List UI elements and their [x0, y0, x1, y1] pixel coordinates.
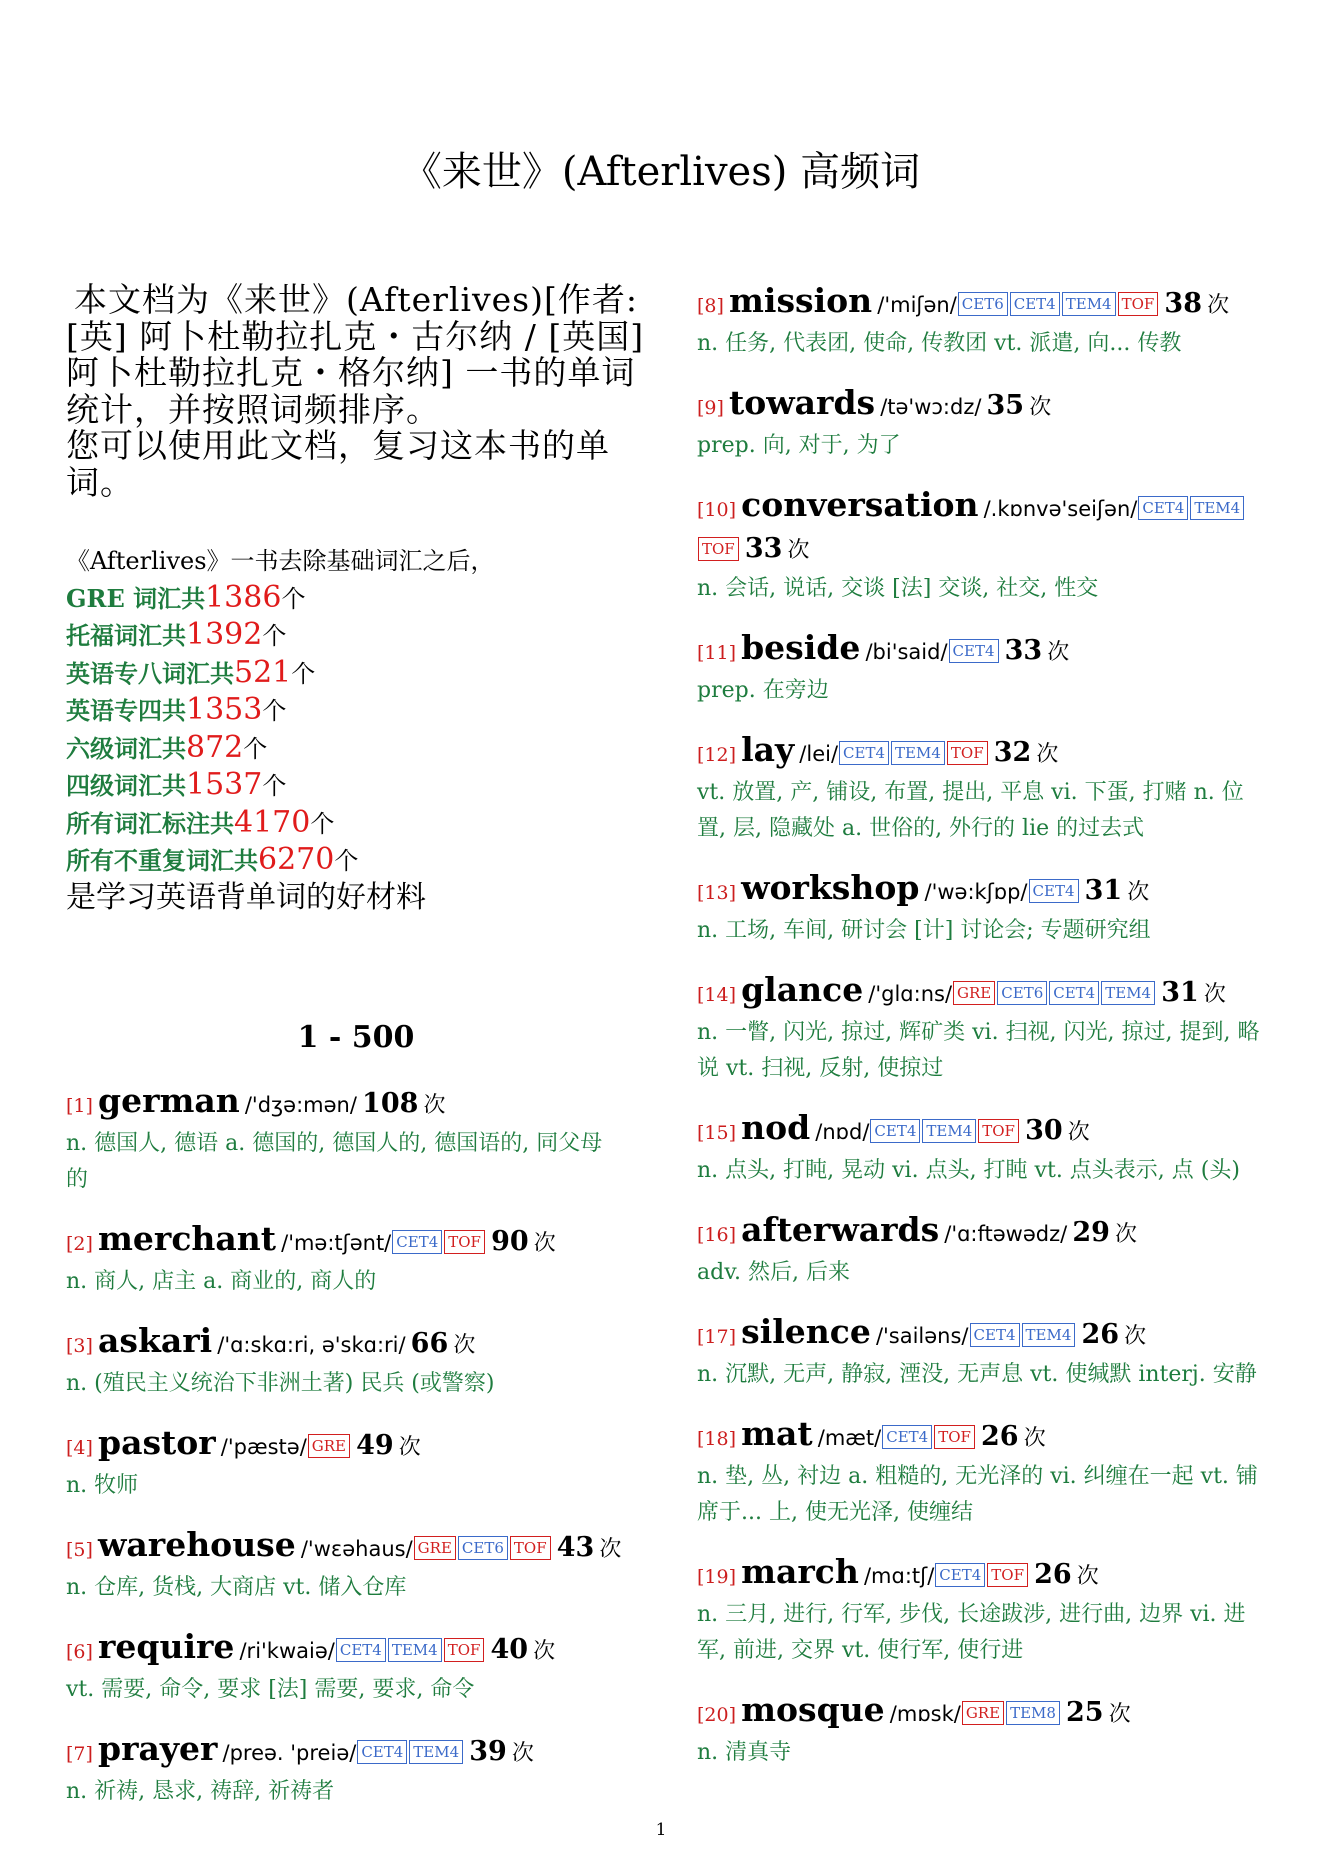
stat-label: 托福词汇共 — [66, 621, 186, 650]
phonetic: /preə. 'preiə/ — [222, 1740, 357, 1765]
frequency-count: 29 — [1072, 1217, 1110, 1248]
definition-line: n. 祈祷, 恳求, 祷辞, 祈祷者 — [66, 1778, 335, 1804]
right-column — [697, 282, 1277, 1771]
phonetic: /'pæstə/ — [220, 1434, 307, 1459]
stat-number: 872 — [186, 729, 244, 765]
level-tag: TOF — [987, 1563, 1028, 1587]
frequency-unit: 次 — [1207, 293, 1230, 318]
left-column — [66, 282, 646, 1810]
frequency-unit: 次 — [1047, 640, 1070, 665]
frequency-count: 25 — [1066, 1697, 1104, 1728]
page-number: 1 — [655, 1820, 667, 1840]
level-tag: CET4 — [949, 639, 999, 663]
stat-unit: 个 — [262, 697, 287, 725]
stat-number: 4170 — [234, 804, 311, 840]
headword-line — [697, 1211, 1277, 1255]
level-tag: TOF — [947, 741, 988, 765]
entry-index: [8] — [697, 295, 724, 317]
headword-line — [66, 1322, 646, 1366]
stat-row — [66, 767, 646, 805]
word-entry — [697, 1553, 1277, 1669]
stat-row — [66, 842, 646, 880]
level-tag: GRE — [308, 1434, 350, 1458]
definition-line: n. 商人, 店主 a. 商业的, 商人的 — [66, 1268, 377, 1294]
headword: prayer — [98, 1728, 218, 1768]
level-tag: TOF — [978, 1119, 1019, 1143]
level-tag: GRE — [414, 1536, 456, 1560]
stat-row — [66, 692, 646, 730]
phonetic: /'wə:kʃɒp/ — [924, 880, 1028, 904]
entry-index: [7] — [66, 1742, 93, 1765]
headword-line — [697, 1415, 1277, 1459]
frequency-count: 26 — [981, 1421, 1019, 1452]
level-tag: CET6 — [997, 981, 1047, 1005]
stat-label: 英语专四共 — [66, 696, 186, 725]
headword-line — [697, 486, 1277, 571]
word-entry — [66, 1730, 646, 1810]
intro-line: 本文档为《来世》(Afterlives)[作者: — [74, 280, 638, 319]
phonetic: /'glɑ:ns/ — [868, 982, 953, 1006]
level-tag: TEM4 — [1101, 981, 1155, 1005]
definition-line: 说 vt. 扫视, 反射, 使掠过 — [697, 1056, 944, 1081]
stat-row — [66, 617, 646, 655]
frequency-count: 26 — [1034, 1559, 1072, 1590]
entry-index: [4] — [66, 1436, 93, 1459]
word-entry — [66, 1220, 646, 1300]
entry-index: [1] — [66, 1094, 93, 1117]
level-tag: TOF — [1118, 292, 1159, 316]
word-entry — [697, 971, 1277, 1087]
phonetic: /mɒsk/ — [889, 1702, 961, 1726]
stat-row — [66, 805, 646, 843]
definition-line: n. 点头, 打盹, 晃动 vi. 点头, 打盹 vt. 点头表示, 点 (头) — [697, 1158, 1240, 1183]
headword-line — [697, 1553, 1277, 1597]
definition-line: 席于... 上, 使无光泽, 使缠结 — [697, 1500, 973, 1525]
definition-line: n. 仓库, 货栈, 大商店 vt. 储入仓库 — [66, 1574, 407, 1600]
frequency-unit: 次 — [1067, 1120, 1090, 1145]
level-tag: TEM4 — [1062, 292, 1116, 316]
stat-unit: 个 — [243, 734, 268, 763]
level-tag: TOF — [510, 1536, 551, 1560]
frequency-count: 31 — [1161, 977, 1199, 1008]
definition-line: n. 工场, 车间, 研讨会 [计] 讨论会; 专题研究组 — [697, 918, 1151, 943]
definition-line: n. 清真寺 — [697, 1740, 792, 1765]
stat-number: 1392 — [186, 617, 263, 652]
frequency-unit: 次 — [1124, 1324, 1147, 1349]
phonetic: /nɒd/ — [815, 1120, 870, 1144]
definition-line: n. (殖民主义统治下非洲土著) 民兵 (或警察) — [66, 1370, 495, 1396]
headword: march — [741, 1552, 859, 1591]
stat-row — [66, 580, 646, 618]
level-tag: CET4 — [336, 1638, 386, 1662]
headword: mat — [741, 1414, 813, 1453]
frequency-count: 35 — [986, 390, 1025, 421]
definition-line: 军, 前进, 交界 vt. 使行军, 使行进 — [697, 1638, 1024, 1663]
closing-line: 是学习英语背单词的好材料 — [66, 879, 426, 915]
level-tag: CET4 — [970, 1323, 1020, 1347]
entry-index: [3] — [66, 1334, 93, 1357]
frequency-unit: 次 — [599, 1536, 622, 1562]
word-entry — [697, 1415, 1277, 1531]
entry-index: [2] — [66, 1232, 93, 1255]
headword: nod — [741, 1108, 811, 1147]
frequency-count: 66 — [410, 1327, 449, 1359]
frequency-unit: 次 — [453, 1332, 476, 1358]
word-entry — [66, 1322, 646, 1402]
level-tag: TEM4 — [891, 741, 945, 765]
frequency-unit: 次 — [398, 1434, 421, 1460]
phonetic: /'mə:tʃənt/ — [281, 1230, 392, 1255]
stat-unit: 个 — [310, 809, 335, 838]
word-entry — [697, 869, 1277, 949]
level-tag: GRE — [953, 981, 995, 1005]
frequency-unit: 次 — [1127, 880, 1150, 905]
frequency-unit: 次 — [1023, 1426, 1046, 1451]
headword-line — [66, 1082, 646, 1126]
entry-index: [5] — [66, 1538, 93, 1561]
intro-line: [英] 阿卜杜勒拉扎克・古尔纳 / [英国] — [66, 316, 645, 356]
frequency-count: 108 — [362, 1087, 419, 1119]
definition-line: prep. 向, 对于, 为了 — [697, 433, 901, 458]
level-tag: CET4 — [1138, 496, 1188, 520]
entry-index: [10] — [697, 499, 737, 521]
frequency-count: 33 — [1004, 635, 1043, 666]
level-tag: CET4 — [392, 1230, 442, 1254]
entry-index: [12] — [697, 744, 737, 766]
level-tag: TEM4 — [1022, 1323, 1076, 1347]
phonetic: /.kɒnvə'seiʃən/ — [983, 497, 1138, 521]
level-tag: TEM4 — [922, 1119, 976, 1143]
frequency-unit: 次 — [1029, 395, 1052, 420]
stat-number: 521 — [234, 654, 292, 690]
vocabulary-stats — [66, 543, 646, 916]
headword-line — [66, 1628, 646, 1672]
headword: towards — [729, 383, 876, 422]
level-tag: CET4 — [839, 741, 889, 765]
entry-index: [11] — [697, 642, 737, 664]
entry-index: [14] — [697, 984, 737, 1006]
headword: german — [98, 1080, 240, 1120]
phonetic: /mɑ:tʃ/ — [863, 1564, 935, 1588]
level-tag: CET4 — [935, 1563, 985, 1587]
headword: glance — [741, 970, 864, 1009]
stat-label: 所有词汇标注共 — [66, 808, 234, 838]
stat-unit: 个 — [262, 622, 287, 650]
level-tag: CET4 — [1029, 879, 1079, 903]
headword: mosque — [741, 1690, 885, 1729]
phonetic: /'ɑ:skɑ:ri, ə'skɑ:ri/ — [217, 1332, 406, 1357]
stat-label: 六级词汇共 — [66, 733, 186, 763]
headword-line — [66, 1730, 646, 1774]
word-entry — [697, 1211, 1277, 1291]
definition-line: n. 牧师 — [66, 1472, 139, 1498]
level-tag: TOF — [934, 1425, 975, 1449]
stat-unit: 个 — [281, 584, 306, 613]
headword-line — [697, 1691, 1277, 1735]
stat-label: 英语专八词汇共 — [66, 658, 234, 688]
phonetic: /'sailəns/ — [875, 1324, 969, 1348]
stat-row — [66, 655, 646, 693]
headword: beside — [741, 628, 861, 667]
headword: afterwards — [741, 1210, 940, 1249]
word-entry — [697, 1109, 1277, 1189]
headword: warehouse — [98, 1524, 296, 1564]
headword-line — [697, 731, 1277, 775]
frequency-count: 49 — [356, 1429, 394, 1461]
entry-index: [20] — [697, 1704, 737, 1726]
entry-index: [19] — [697, 1566, 737, 1588]
entries-right — [697, 282, 1277, 1771]
stat-label: GRE 词汇共 — [66, 583, 206, 613]
frequency-count: 33 — [744, 533, 783, 564]
headword: lay — [741, 730, 795, 769]
frequency-count: 26 — [1081, 1319, 1120, 1350]
definition-line: n. 会话, 说话, 交谈 [法] 交谈, 社交, 性交 — [697, 576, 1099, 601]
level-tag: CET4 — [357, 1740, 407, 1764]
word-entry — [697, 384, 1277, 464]
headword: conversation — [741, 485, 979, 524]
entry-index: [17] — [697, 1326, 737, 1348]
stat-number: 1353 — [186, 692, 263, 727]
frequency-count: 43 — [556, 1531, 595, 1563]
entry-index: [15] — [697, 1122, 737, 1144]
stat-number: 6270 — [258, 842, 335, 877]
section-heading: 1 - 500 — [297, 1019, 415, 1055]
frequency-count: 90 — [491, 1225, 529, 1257]
phonetic: /lei/ — [799, 742, 839, 766]
intro-line: 阿卜杜勒拉扎克・格尔纳] 一书的单词 — [66, 353, 636, 392]
entry-index: [13] — [697, 882, 737, 904]
frequency-count: 38 — [1164, 288, 1202, 319]
frequency-unit: 次 — [1114, 1222, 1137, 1247]
stat-number: 1537 — [186, 767, 263, 802]
definition-line: n. 德国人, 德语 a. 德国的, 德国人的, 德国语的, 同父母 — [66, 1130, 603, 1156]
frequency-count: 40 — [490, 1633, 529, 1665]
stat-unit: 个 — [291, 659, 316, 688]
stats-heading: 《Afterlives》一书去除基础词汇之后， — [66, 547, 495, 575]
headword: pastor — [98, 1422, 216, 1462]
headword-line — [697, 1109, 1277, 1153]
headword-line — [66, 1526, 646, 1570]
definition-line: n. 任务, 代表团, 使命, 传教团 vt. 派遣, 向... 传教 — [697, 331, 1182, 356]
entry-index: [18] — [697, 1428, 737, 1450]
word-entry — [66, 1526, 646, 1606]
frequency-unit: 次 — [511, 1740, 534, 1766]
definition-line: prep. 在旁边 — [697, 678, 829, 703]
intro-line: 词。 — [66, 462, 134, 502]
headword: require — [98, 1626, 235, 1666]
definition-line: adv. 然后, 后来 — [697, 1260, 850, 1285]
phonetic: /bi'said/ — [865, 640, 948, 664]
entry-index: [9] — [697, 397, 724, 419]
entry-index: [6] — [66, 1640, 93, 1663]
phonetic: /ri'kwaiə/ — [239, 1638, 335, 1663]
definition-line: 的 — [66, 1166, 89, 1192]
headword-line — [66, 1220, 646, 1264]
frequency-unit: 次 — [533, 1230, 556, 1256]
definition-line: n. 一瞥, 闪光, 掠过, 辉矿类 vi. 扫视, 闪光, 掠过, 提到, 略 — [697, 1020, 1260, 1045]
level-tag: TOF — [698, 537, 739, 561]
headword-line — [697, 1313, 1277, 1357]
phonetic: /'dʒə:mən/ — [244, 1092, 357, 1117]
headword-line — [697, 869, 1277, 913]
definition-line: n. 垫, 丛, 衬边 a. 粗糙的, 无光泽的 vi. 纠缠在一起 vt. 铺 — [697, 1464, 1258, 1489]
phonetic: /tə'wɔ:dz/ — [880, 395, 982, 419]
frequency-count: 32 — [993, 737, 1032, 768]
frequency-unit: 次 — [533, 1638, 556, 1664]
headword: askari — [98, 1320, 213, 1360]
headword-line — [697, 971, 1277, 1015]
stat-label: 所有不重复词汇共 — [66, 846, 258, 875]
definition-line: 置, 层, 隐藏处 a. 世俗的, 外行的 lie 的过去式 — [697, 816, 1145, 841]
intro-line: 统计，并按照词频排序。 — [66, 389, 440, 429]
level-tag: TOF — [444, 1230, 485, 1254]
level-tag: TEM4 — [388, 1638, 442, 1662]
document-title: 《来世》(Afterlives) 高频词 — [401, 149, 921, 195]
word-entry — [66, 1628, 646, 1708]
level-tag: TEM4 — [1190, 496, 1244, 520]
level-tag: CET4 — [1010, 292, 1060, 316]
frequency-unit: 次 — [787, 538, 810, 563]
headword-line — [697, 282, 1277, 326]
frequency-unit: 次 — [423, 1092, 446, 1118]
word-entry — [697, 629, 1277, 709]
word-entry — [697, 731, 1277, 847]
stat-unit: 个 — [262, 772, 287, 800]
word-entry — [697, 282, 1277, 362]
frequency-unit: 次 — [1108, 1702, 1131, 1727]
headword: silence — [741, 1312, 871, 1351]
phonetic: /'wɛəhaus/ — [300, 1536, 413, 1561]
stat-row — [66, 730, 646, 768]
headword: mission — [729, 281, 873, 320]
intro-paragraph — [66, 282, 646, 501]
word-entry — [697, 1313, 1277, 1393]
headword-line — [697, 629, 1277, 673]
word-entry — [66, 1424, 646, 1504]
frequency-unit: 次 — [1203, 982, 1226, 1007]
frequency-count: 31 — [1084, 875, 1123, 906]
frequency-count: 39 — [469, 1735, 507, 1767]
phonetic: /mæt/ — [817, 1426, 882, 1450]
level-tag: CET4 — [882, 1425, 932, 1449]
level-tag: TOF — [444, 1638, 485, 1662]
level-tag: CET4 — [1049, 981, 1099, 1005]
frequency-unit: 次 — [1076, 1564, 1099, 1589]
level-tag: CET6 — [958, 292, 1008, 316]
level-tag: TEM4 — [409, 1740, 463, 1764]
word-entry — [66, 1082, 646, 1198]
level-tag: GRE — [962, 1701, 1004, 1725]
definition-line: vt. 需要, 命令, 要求 [法] 需要, 要求, 命令 — [66, 1676, 475, 1702]
definition-line: n. 沉默, 无声, 静寂, 湮没, 无声息 vt. 使缄默 interj. 安静 — [697, 1362, 1257, 1387]
level-tag: CET6 — [458, 1536, 508, 1560]
headword: merchant — [98, 1218, 277, 1258]
entries-left — [66, 1082, 646, 1810]
definition-line: vt. 放置, 产, 铺设, 布置, 提出, 平息 vi. 下蛋, 打赌 n. 位 — [697, 780, 1244, 805]
stat-number: 1386 — [205, 579, 282, 615]
definition-line: n. 三月, 进行, 行军, 步伐, 长途跋涉, 进行曲, 边界 vi. 进 — [697, 1602, 1246, 1627]
headword: workshop — [741, 868, 920, 907]
word-entry — [697, 486, 1277, 607]
phonetic: /'miʃən/ — [877, 293, 957, 317]
word-entry — [697, 1691, 1277, 1771]
headword-line — [66, 1424, 646, 1468]
stat-label: 四级词汇共 — [66, 771, 186, 800]
level-tag: CET4 — [870, 1119, 920, 1143]
headword-line — [697, 384, 1277, 428]
stat-unit: 个 — [334, 847, 359, 875]
frequency-unit: 次 — [1036, 742, 1059, 767]
frequency-count: 30 — [1025, 1115, 1063, 1146]
level-tag: TEM8 — [1006, 1701, 1060, 1725]
phonetic: /'ɑ:ftəwədz/ — [944, 1222, 1068, 1246]
entry-index: [16] — [697, 1224, 737, 1246]
intro-line: 您可以使用此文档，复习这本书的单 — [66, 426, 610, 465]
